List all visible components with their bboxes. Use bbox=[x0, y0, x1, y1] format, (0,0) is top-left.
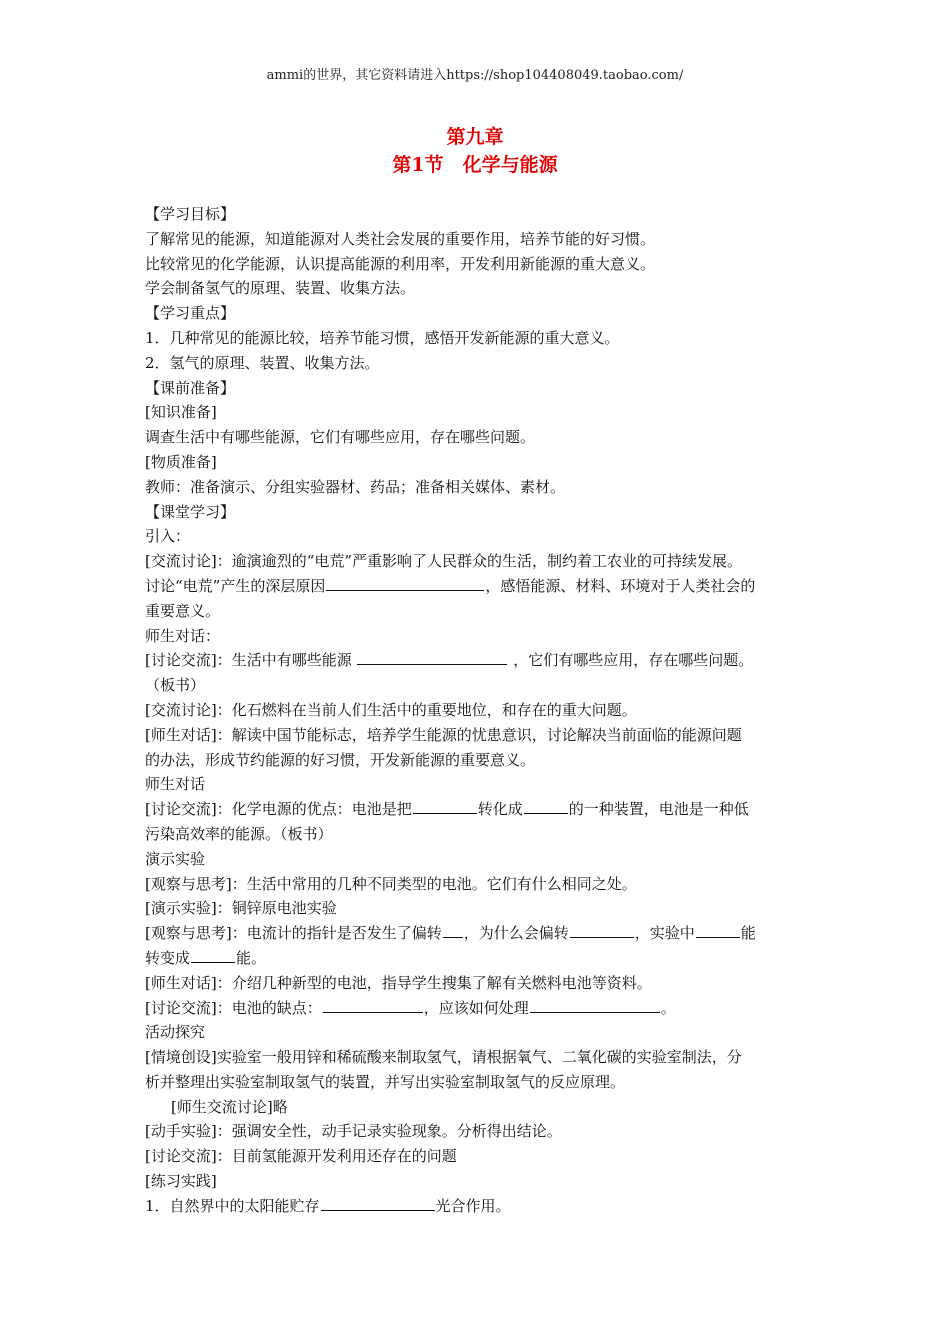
text-line: 2．氢气的原理、装置、收集方法。 bbox=[145, 353, 380, 372]
text-line: 污染高效率的能源。（板书） bbox=[145, 824, 333, 843]
text-line bbox=[145, 996, 815, 1021]
text-line bbox=[145, 648, 815, 673]
text-segment: 的一种装置，电池是一种低 bbox=[568, 800, 749, 819]
text-line: 了解常见的能源，知道能源对人类社会发展的重要作用，培养节能的好习惯。 bbox=[145, 229, 656, 248]
text-line: [交流讨论]：逾演逾烈的“电荒”严重影响了人民群众的生活，制约着工农业的可持续发展。 bbox=[145, 552, 743, 571]
text-line: 析并整理出实验室制取氢气的装置，并写出实验室制取氢气的反应原理。 bbox=[145, 1072, 626, 1091]
text-segment: 讨论“电荒”产生的深层原因 bbox=[145, 576, 326, 595]
text-segment: ，实验中 bbox=[634, 924, 695, 943]
text-segment: 能。 bbox=[236, 948, 267, 967]
text-segment: ，应该如何处理 bbox=[423, 998, 529, 1017]
fill-blank bbox=[530, 996, 660, 1013]
text-line: [交流讨论]：化石燃料在当前人们生活中的重要地位，和存在的重大问题。 bbox=[145, 700, 637, 719]
text-line: [练习实践] bbox=[145, 1172, 217, 1191]
fill-blank bbox=[191, 946, 235, 963]
text-line: 师生对话： bbox=[145, 626, 221, 645]
text-segment: [讨论交流]：化学电源的优点：电池是把 bbox=[145, 800, 412, 819]
text-line: [讨论交流]：目前氢能源开发利用还存在的问题 bbox=[145, 1147, 457, 1166]
text-segment: 1．自然界中的太阳能贮存 bbox=[145, 1196, 320, 1215]
text-segment: [讨论交流]：电池的缺点： bbox=[145, 998, 322, 1017]
text-line: （板书） bbox=[145, 676, 206, 695]
text-line: 的办法，形成节约能源的好习惯，开发新能源的重要意义。 bbox=[145, 750, 536, 769]
text-line: [情境创设]实验室一般用锌和稀硫酸来制取氢气，请根据氧气、二氧化碳的实验室制法，分 bbox=[145, 1048, 742, 1067]
heading-key-points: 【学习重点】 bbox=[145, 304, 236, 323]
text-line: [师生对话]：介绍几种新型的电池，指导学生搜集了解有关燃料电池等资料。 bbox=[145, 973, 652, 992]
text-segment: 。 bbox=[660, 998, 676, 1017]
text-line bbox=[145, 797, 815, 822]
text-line: 比较常见的化学能源，认识提高能源的利用率，开发利用新能源的重大意义。 bbox=[145, 254, 656, 273]
text-line: 学会制备氢气的原理、装置、收集方法。 bbox=[145, 279, 416, 298]
text-line: 重要意义。 bbox=[145, 601, 221, 620]
text-segment: ，它们有哪些应用，存在哪些问题。 bbox=[508, 651, 754, 670]
text-line: [观察与思考]：生活中常用的几种不同类型的电池。它们有什么相同之处。 bbox=[145, 874, 637, 893]
text-segment: 光合作用。 bbox=[435, 1196, 511, 1215]
fill-blank bbox=[696, 921, 740, 938]
text-line: [物质准备] bbox=[145, 452, 217, 471]
section-title: 第1节 化学与能源 bbox=[392, 154, 558, 176]
text-line: [知识准备] bbox=[145, 403, 217, 422]
text-line bbox=[145, 921, 815, 946]
text-line: 活动探究 bbox=[145, 1023, 206, 1042]
fill-blank bbox=[443, 921, 463, 938]
fill-blank bbox=[524, 797, 568, 814]
text-line: 演示实验 bbox=[145, 849, 206, 868]
text-line: [师生交流讨论]略 bbox=[171, 1097, 288, 1116]
fill-blank bbox=[323, 996, 423, 1013]
text-segment: 转变成 bbox=[145, 948, 191, 967]
text-line: 师生对话 bbox=[145, 775, 206, 794]
text-line bbox=[145, 1194, 815, 1219]
text-line: [动手实验]：强调安全性，动手记录实验现象。分析得出结论。 bbox=[145, 1122, 562, 1141]
heading-preparation: 【课前准备】 bbox=[145, 378, 236, 397]
fill-blank bbox=[570, 921, 634, 938]
text-line: 引入： bbox=[145, 527, 191, 546]
text-segment: [讨论交流]：生活中有哪些能源 bbox=[145, 651, 357, 670]
text-line bbox=[145, 946, 815, 971]
fill-blank bbox=[413, 797, 477, 814]
fill-blank bbox=[321, 1194, 435, 1211]
page-header: ammi的世界，其它资料请进入https://shop104408049.taobao.com/ bbox=[266, 68, 684, 83]
heading-learning-goals: 【学习目标】 bbox=[145, 205, 236, 223]
text-segment: ，为什么会偏转 bbox=[463, 924, 569, 943]
text-line: 1．几种常见的能源比较，培养节能习惯，感悟开发新能源的重大意义。 bbox=[145, 328, 620, 347]
text-line: [演示实验]：铜锌原电池实验 bbox=[145, 899, 337, 918]
text-segment: [观察与思考]：电流计的指针是否发生了偏转 bbox=[145, 924, 442, 943]
fill-blank bbox=[326, 574, 484, 591]
text-segment: 能 bbox=[740, 924, 756, 943]
text-segment: 转化成 bbox=[477, 800, 523, 819]
document-body bbox=[145, 202, 815, 1219]
heading-class-learning: 【课堂学习】 bbox=[145, 502, 236, 521]
text-line: [师生对话]：解读中国节能标志，培养学生能源的忧患意识，讨论解决当前面临的能源问题 bbox=[145, 725, 742, 744]
text-line: 调查生活中有哪些能源，它们有哪些应用，存在哪些问题。 bbox=[145, 428, 536, 447]
chapter-title: 第九章 bbox=[446, 126, 504, 148]
fill-blank bbox=[357, 648, 507, 665]
text-line: 教师：准备演示、分组实验器材、药品；准备相关媒体、素材。 bbox=[145, 477, 566, 496]
text-segment: ，感悟能源、材料、环境对于人类社会的 bbox=[485, 576, 756, 595]
text-line bbox=[145, 574, 815, 599]
